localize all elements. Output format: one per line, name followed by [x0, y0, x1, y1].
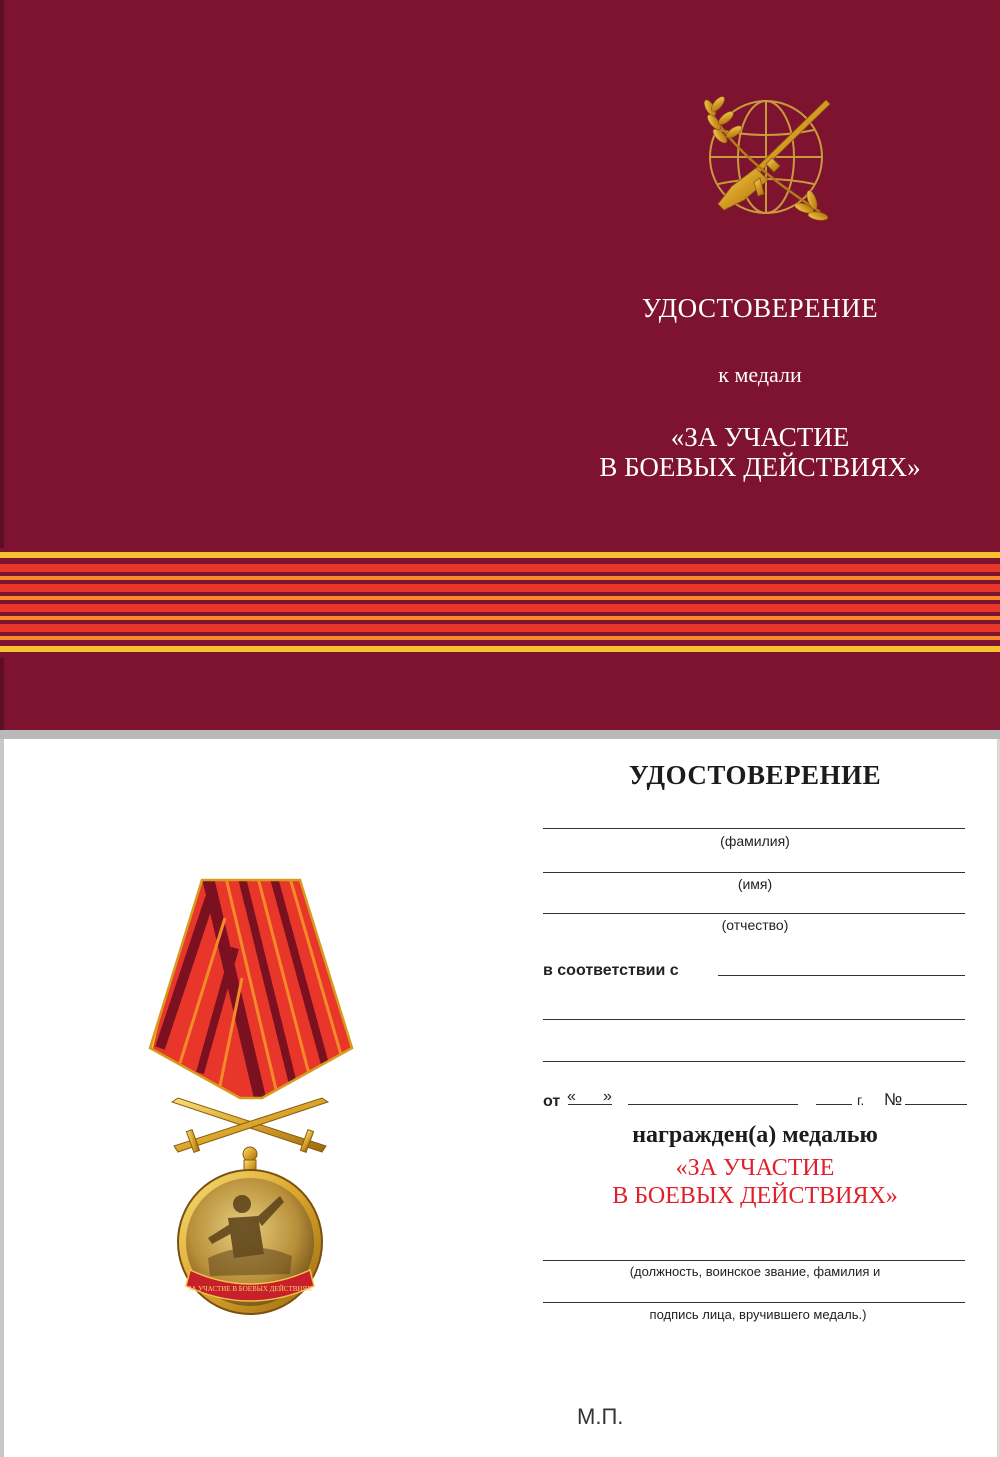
cover-title: УДОСТОВЕРЕНИЕ	[641, 293, 879, 323]
cover-medal-name	[560, 422, 960, 482]
cover-medal-line2: В БОЕВЫХ ДЕЙСТВИЯХ»	[599, 452, 921, 482]
form-medal-line1: «ЗА УЧАСТИЕ	[675, 1155, 835, 1181]
form-title: УДОСТОВЕРЕНИЕ	[628, 760, 882, 790]
month-line[interactable]	[628, 1104, 798, 1105]
form-medal-name	[555, 1154, 955, 1210]
according-label: в соответствии с	[543, 962, 679, 979]
globe-rifle-laurel-icon	[688, 82, 838, 232]
name-caption: (имя)	[737, 876, 773, 892]
signer-caption-2: подпись лица, вручившего медаль.)	[649, 1307, 867, 1322]
form-medal-line2: В БОЕВЫХ ДЕЙСТВИЯХ»	[612, 1183, 898, 1209]
date-quote-close: »	[603, 1088, 612, 1105]
page-divider	[0, 730, 1000, 739]
date-quote-open: «	[567, 1088, 576, 1105]
number-label: №	[884, 1090, 903, 1109]
ribbon-stripes	[0, 548, 1000, 658]
year-label: г.	[857, 1092, 865, 1108]
patronymic-line[interactable]	[543, 913, 965, 914]
surname-caption: (фамилия)	[720, 833, 790, 849]
according-line[interactable]	[718, 975, 965, 976]
signer-caption-1: (должность, воинское звание, фамилия и	[629, 1264, 881, 1279]
surname-line[interactable]	[543, 828, 965, 829]
medal-ribbon-text: ЗА УЧАСТИЕ В БОЕВЫХ ДЕЙСТВИЯХ	[187, 1285, 313, 1293]
according-line-3[interactable]	[543, 1061, 965, 1062]
cover-medal-line1: «ЗА УЧАСТИЕ	[670, 422, 850, 452]
date-from-label: от	[543, 1093, 561, 1110]
left-border	[0, 739, 4, 1457]
signer-line-2[interactable]	[543, 1302, 965, 1303]
signer-line-1[interactable]	[543, 1260, 965, 1261]
year-line[interactable]	[816, 1104, 852, 1105]
name-line[interactable]	[543, 872, 965, 873]
patronymic-caption: (отчество)	[721, 917, 789, 933]
awarded-text: награжден(а) медалью	[632, 1122, 878, 1148]
cover-subtitle: к медали	[718, 362, 802, 387]
stamp-label: М.П.	[577, 1404, 624, 1429]
number-line[interactable]	[905, 1104, 967, 1105]
according-line-2[interactable]	[543, 1019, 965, 1020]
medal-crossed-swords-icon	[130, 878, 370, 1318]
